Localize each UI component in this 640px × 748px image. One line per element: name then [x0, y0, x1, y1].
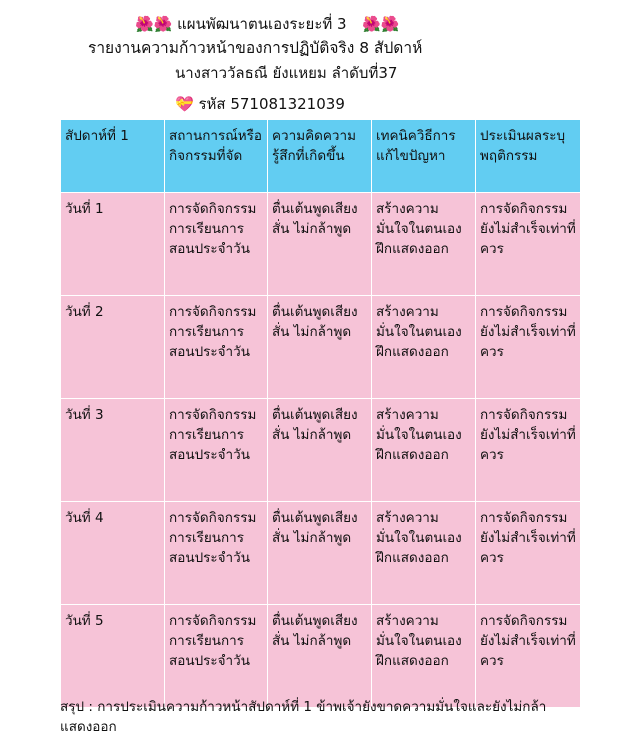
cell-day: วันที่ 4: [61, 502, 165, 605]
table-row: [61, 399, 581, 502]
cell-technique: สร้างความมั่นใจในตนเองฝึกแสดงออก: [372, 502, 476, 605]
cell-feelings: ตื่นเต้นพูดเสียงสั่น ไม่กล้าพูด: [268, 399, 372, 502]
cell-evaluation: การจัดกิจกรรมยังไม่สำเร็จเท่าที่ควร: [476, 296, 581, 399]
cell-day: วันที่ 3: [61, 399, 165, 502]
table-row: [61, 296, 581, 399]
cell-evaluation: การจัดกิจกรรมยังไม่สำเร็จเท่าที่ควร: [476, 399, 581, 502]
summary-text: สรุป : การประเมินความก้าวหน้าสัปดาห์ที่ 1 ข้าพเจ้ายังขาดความมั่นใจและยังไม่กล้าแสดงออก: [60, 699, 547, 735]
column-header-feelings: ความคิดความรู้สึกที่เกิดขึ้น: [268, 120, 372, 193]
cell-evaluation: การจัดกิจกรรมยังไม่สำเร็จเท่าที่ควร: [476, 605, 581, 708]
cell-day: วันที่ 1: [61, 193, 165, 296]
cell-situation: การจัดกิจกรรมการเรียนการสอนประจำวัน: [165, 502, 268, 605]
hibiscus-icon: 🌺🌺: [362, 15, 400, 33]
plan-title-text: แผนพัฒนาตนเองระยะที่ 3: [177, 15, 347, 33]
cell-evaluation: การจัดกิจกรรมยังไม่สำเร็จเท่าที่ควร: [476, 502, 581, 605]
column-header-evaluation: ประเมินผลระบุพฤติกรรม: [476, 120, 581, 193]
cell-feelings: ตื่นเต้นพูดเสียงสั่น ไม่กล้าพูด: [268, 502, 372, 605]
plan-title: [135, 14, 400, 34]
column-header-technique: เทคนิควิธีการแก้ไขปัญหา: [372, 120, 476, 193]
cell-situation: การจัดกิจกรรมการเรียนการสอนประจำวัน: [165, 605, 268, 708]
cell-situation: การจัดกิจกรรมการเรียนการสอนประจำวัน: [165, 193, 268, 296]
student-id: [175, 94, 345, 114]
cell-day: วันที่ 2: [61, 296, 165, 399]
cell-technique: สร้างความมั่นใจในตนเองฝึกแสดงออก: [372, 399, 476, 502]
cell-feelings: ตื่นเต้นพูดเสียงสั่น ไม่กล้าพูด: [268, 605, 372, 708]
cell-technique: สร้างความมั่นใจในตนเองฝึกแสดงออก: [372, 193, 476, 296]
column-header-situation: สถานการณ์หรือกิจกรรมที่จัด: [165, 120, 268, 193]
cell-technique: สร้างความมั่นใจในตนเองฝึกแสดงออก: [372, 605, 476, 708]
table-row: [61, 193, 581, 296]
column-header-week: สัปดาห์ที่ 1: [61, 120, 165, 193]
cell-feelings: ตื่นเต้นพูดเสียงสั่น ไม่กล้าพูด: [268, 296, 372, 399]
cell-evaluation: การจัดกิจกรรมยังไม่สำเร็จเท่าที่ควร: [476, 193, 581, 296]
table-row: [61, 502, 581, 605]
cell-situation: การจัดกิจกรรมการเรียนการสอนประจำวัน: [165, 296, 268, 399]
cell-technique: สร้างความมั่นใจในตนเองฝึกแสดงออก: [372, 296, 476, 399]
student-name: นางสาววัลธณี ยังแหยม ลำดับที่37: [175, 64, 398, 82]
student-id-text: รหัส 571081321039: [198, 95, 345, 113]
cell-situation: การจัดกิจกรรมการเรียนการสอนประจำวัน: [165, 399, 268, 502]
weekly-progress-table: [60, 119, 581, 708]
hibiscus-icon: 🌺🌺: [135, 15, 173, 33]
cell-day: วันที่ 5: [61, 605, 165, 708]
gift-heart-icon: 💝: [175, 95, 194, 113]
table-header-row: [61, 120, 581, 193]
table-row: [61, 605, 581, 708]
report-title: รายงานความก้าวหน้าของการปฏิบัติจริง 8 สัปดาห์: [88, 39, 423, 57]
cell-feelings: ตื่นเต้นพูดเสียงสั่น ไม่กล้าพูด: [268, 193, 372, 296]
